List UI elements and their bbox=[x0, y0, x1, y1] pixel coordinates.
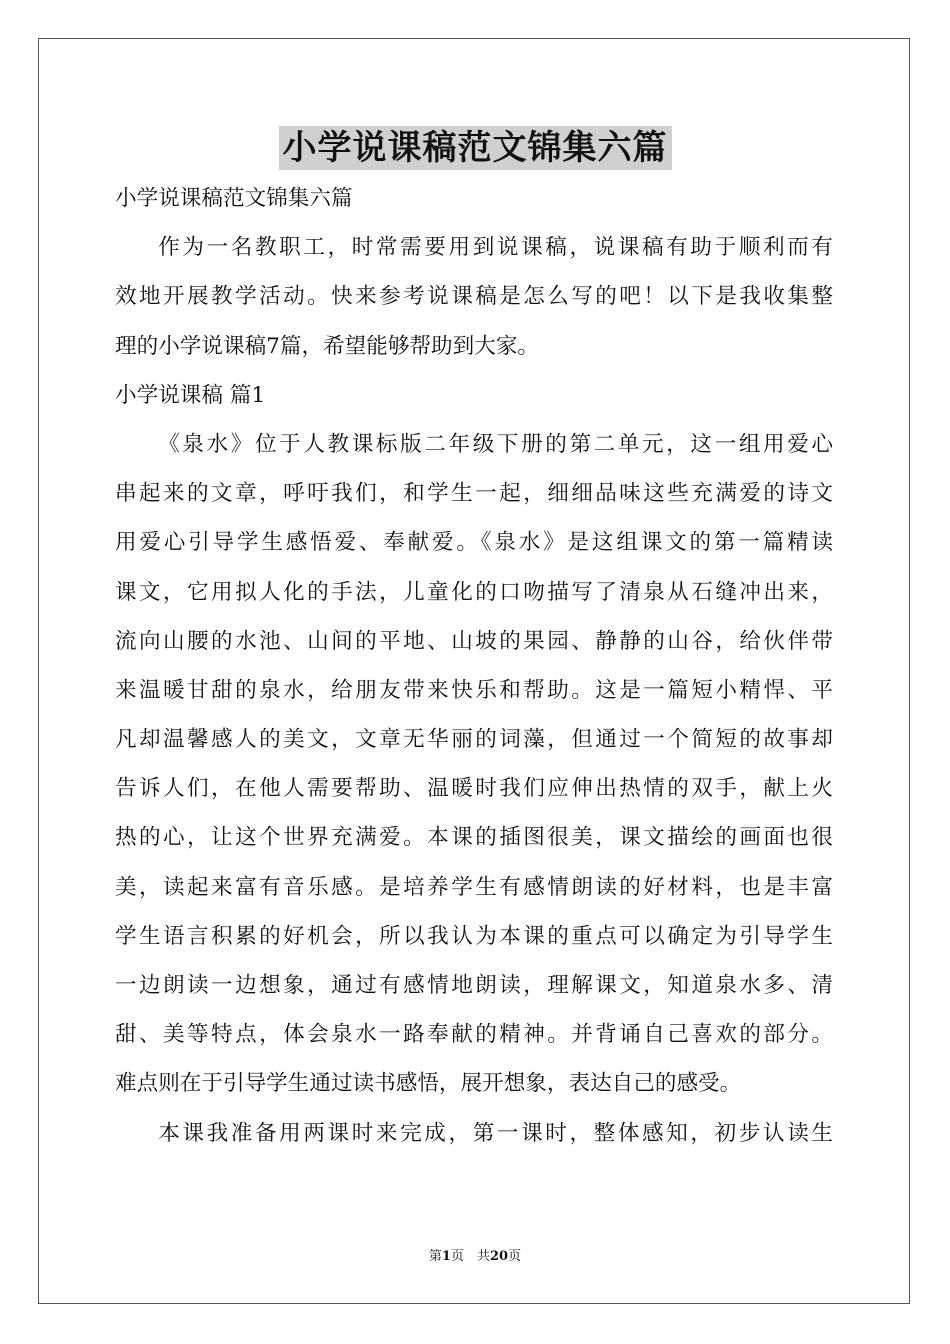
text-line: 《泉水》位于人教课标版二年级下册的第二单元，这一组用爱心 bbox=[158, 431, 833, 457]
page-footer bbox=[0, 1248, 950, 1266]
footer-page-total: 20 bbox=[489, 1249, 509, 1264]
text-line: 串起来的文章，呼吁我们，和学生一起，细细品味这些充满爱的诗文 bbox=[115, 481, 833, 507]
text-line: 用爱心引导学生感悟爱、奉献爱。《泉水》是这组课文的第一篇精读 bbox=[115, 530, 833, 556]
text-line: 本课我准备用两课时来完成，第一课时，整体感知，初步认读生 bbox=[158, 1120, 833, 1146]
text-line: 课文，它用拟人化的手法，儿童化的口吻描写了清泉从石缝冲出来， bbox=[115, 579, 833, 605]
footer-mid: 页 共 bbox=[450, 1249, 490, 1264]
document-title bbox=[0, 126, 950, 170]
text-line: 凡却温馨感人的美文，文章无华丽的词藻，但通过一个简短的故事却 bbox=[115, 727, 833, 753]
text-line: 流向山腰的水池、山间的平地、山坡的果园、静静的山谷，给伙伴带 bbox=[115, 628, 833, 654]
text-line: 告诉人们，在他人需要帮助、温暖时我们应伸出热情的双手，献上火 bbox=[115, 776, 833, 802]
text-line: 难点则在于引导学生通过读书感悟，展开想象，表达自己的感受。 bbox=[115, 1071, 742, 1097]
text-line: 学生语言积累的好机会，所以我认为本课的重点可以确定为引导学生 bbox=[115, 923, 833, 949]
text-line: 一边朗读一边想象，通过有感情地朗读，理解课文，知道泉水多、清 bbox=[115, 973, 833, 998]
footer-suffix: 页 bbox=[508, 1249, 522, 1264]
footer-prefix: 第 bbox=[428, 1249, 442, 1264]
document-body bbox=[115, 180, 833, 1164]
text-line: 效地开展教学活动。快来参考说课稿是怎么写的吧！以下是我收集整 bbox=[115, 284, 833, 310]
text-line: 小学说课稿 篇1 bbox=[115, 382, 266, 408]
document-title-text: 小学说课稿范文锦集六篇 bbox=[279, 126, 672, 170]
text-line: 甜、美等特点，体会泉水一路奉献的精神。并背诵自己喜欢的部分。 bbox=[115, 1022, 833, 1048]
text-line: 美，读起来富有音乐感。是培养学生有感情朗读的好材料，也是丰富 bbox=[115, 874, 833, 900]
text-line: 小学说课稿范文锦集六篇 bbox=[115, 186, 353, 211]
footer-page-current: 1 bbox=[441, 1249, 451, 1264]
text-line: 理的小学说课稿7篇，希望能够帮助到大家。 bbox=[115, 333, 540, 359]
text-line: 热的心，让这个世界充满爱。本课的插图很美，课文描绘的画面也很 bbox=[115, 825, 833, 851]
text-line: 来温暖甘甜的泉水，给朋友带来快乐和帮助。这是一篇短小精悍、平 bbox=[115, 677, 833, 703]
text-line: 作为一名教职工，时常需要用到说课稿，说课稿有助于顺利而有 bbox=[158, 235, 833, 261]
